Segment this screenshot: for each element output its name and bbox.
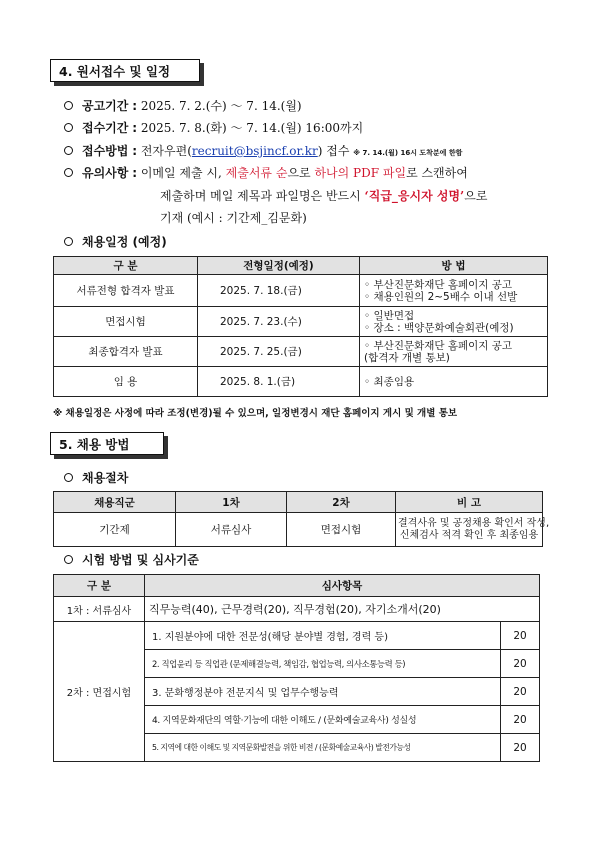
schedule-row-method: ◦ 최종임용: [364, 375, 415, 388]
schedule-header-category: 구 분: [54, 257, 198, 275]
caution-row: [64, 165, 468, 181]
criteria-score: 20: [501, 622, 540, 650]
schedule-heading-text: 채용일정 (예정): [82, 235, 167, 249]
process-heading-text: 채용절차: [82, 471, 129, 485]
schedule-header-date: 전형일정(예정): [198, 257, 360, 275]
section-4-heading: 4. 원서접수 및 일정: [50, 59, 200, 82]
caution-text: 제출하며 메일 제목과 파일명은 반드시: [160, 189, 365, 203]
circle-bullet-icon: [64, 123, 73, 132]
colon: :: [132, 166, 138, 180]
caution-text: 이메일 제출 시,: [140, 166, 226, 180]
schedule-row-date: 2025. 7. 25.(금): [198, 337, 360, 367]
process-remark: 결격사유 및 공정채용 확인서 작성,: [398, 517, 550, 529]
criteria-stage-1-items: 직무능력(40), 근무경력(20), 직무경험(20), 자기소개서(20): [145, 597, 540, 622]
schedule-row-date: 2025. 8. 1.(금): [198, 367, 360, 397]
process-heading: [64, 470, 128, 486]
caution-text: 로 스캔하여: [406, 166, 468, 180]
process-first: 서류심사: [176, 513, 287, 547]
criteria-item: 2. 직업윤리 등 직업관 (문제해결능력, 책임감, 협업능력, 의사소통능력 등): [145, 650, 501, 678]
schedule-header-method: 방 법: [360, 257, 548, 275]
process-job: 기간제: [54, 513, 176, 547]
schedule-table: [53, 256, 548, 397]
criteria-header-items: 심사항목: [145, 575, 540, 597]
criteria-item: 4. 지역문화재단의 역할·기능에 대한 이해도 / (문화예술교육사) 성실성: [145, 706, 501, 734]
application-method-label: 접수방법: [82, 144, 129, 158]
application-period-value: 2025. 7. 8.(화) ～ 7. 14.(월) 16:00까지: [140, 121, 364, 135]
application-period-row: [64, 120, 363, 136]
schedule-note: ※ 채용일정은 사정에 따라 조정(변경)될 수 있으며, 일정변경시 재단 홈페이지 게시 및 개별 통보: [53, 408, 458, 419]
schedule-row-method: (합격자 개별 통보): [364, 351, 450, 364]
circle-bullet-icon: [64, 101, 73, 110]
criteria-item: 3. 문화행정분야 전문지식 및 업무수행능력: [145, 678, 501, 706]
schedule-row-method: ◦ 부산진문화재단 홈페이지 공고: [364, 278, 513, 291]
criteria-header-category: 구 분: [54, 575, 145, 597]
caution-text: 으로: [464, 189, 488, 203]
process-header-second: 2차: [287, 492, 396, 513]
process-table: [53, 491, 550, 547]
notice-period-label: 공고기간: [82, 99, 129, 113]
caution-label: 유의사항: [82, 166, 129, 180]
circle-bullet-icon: [64, 473, 73, 482]
caution-line-2: [160, 188, 487, 204]
circle-bullet-icon: [64, 555, 73, 564]
circle-bullet-icon: [64, 146, 73, 155]
criteria-score: 20: [501, 706, 540, 734]
schedule-row-method: ◦ 부산진문화재단 홈페이지 공고: [364, 339, 513, 352]
schedule-row-name: 임 용: [54, 367, 198, 397]
method-suffix: ) 접수: [317, 144, 350, 158]
criteria-stage-2: 2차 : 면접시험: [54, 622, 145, 762]
colon: :: [132, 144, 138, 158]
email-link[interactable]: recruit@bsjincf.or.kr: [191, 144, 318, 158]
circle-bullet-icon: [64, 168, 73, 177]
schedule-row-name: 최종합격자 발표: [54, 337, 198, 367]
schedule-row-method: ◦ 채용인원의 2~5배수 이내 선발: [364, 290, 518, 303]
deadline-note: ※ 7. 14.(월) 16시 도착분에 한함: [353, 149, 463, 157]
criteria-table: [53, 574, 540, 762]
colon: :: [132, 99, 138, 113]
schedule-row-method: ◦ 일반면접: [364, 309, 415, 322]
method-prefix: 전자우편(: [140, 144, 192, 158]
criteria-score: 20: [501, 734, 540, 762]
application-period-label: 접수기간: [82, 121, 129, 135]
schedule-row-date: 2025. 7. 18.(금): [198, 275, 360, 307]
criteria-score: 20: [501, 650, 540, 678]
colon: :: [132, 121, 138, 135]
process-second: 면접시험: [287, 513, 396, 547]
schedule-row-method: ◦ 장소 : 백양문화예술회관(예정): [364, 321, 514, 334]
schedule-heading: [64, 234, 167, 250]
criteria-heading: [64, 552, 199, 568]
notice-period-value: 2025. 7. 2.(수) ～ 7. 14.(월): [140, 99, 302, 113]
caution-highlight: 하나의 PDF 파일: [314, 166, 407, 180]
schedule-row-date: 2025. 7. 23.(수): [198, 307, 360, 337]
process-header-first: 1차: [176, 492, 287, 513]
criteria-stage-1: 1차 : 서류심사: [54, 597, 145, 622]
notice-period-row: [64, 98, 302, 114]
caution-highlight: ‘직급_응시자 성명’: [364, 189, 465, 203]
caution-line-3: 기재 (예시 : 기간제_김문화): [160, 211, 307, 225]
section-5-heading: 5. 채용 방법: [50, 432, 164, 455]
criteria-item: 5. 지역에 대한 이해도 및 지역문화발전을 위한 비전 / (문화예술교육사) 발전가능성: [145, 734, 501, 762]
criteria-heading-text: 시험 방법 및 심사기준: [82, 553, 199, 567]
schedule-row-name: 서류전형 합격자 발표: [54, 275, 198, 307]
process-header-remark: 비 고: [396, 492, 543, 513]
application-method-row: [64, 143, 462, 161]
caution-highlight: 제출서류 순: [225, 166, 288, 180]
criteria-item: 1. 지원분야에 대한 전문성(해당 분야별 경험, 경력 등): [145, 622, 501, 650]
caution-text: 으로: [287, 166, 315, 180]
criteria-score: 20: [501, 678, 540, 706]
schedule-row-name: 면접시험: [54, 307, 198, 337]
process-remark: 신체검사 적격 확인 후 최종임용: [399, 529, 539, 541]
process-header-job: 채용직군: [54, 492, 176, 513]
circle-bullet-icon: [64, 237, 73, 246]
